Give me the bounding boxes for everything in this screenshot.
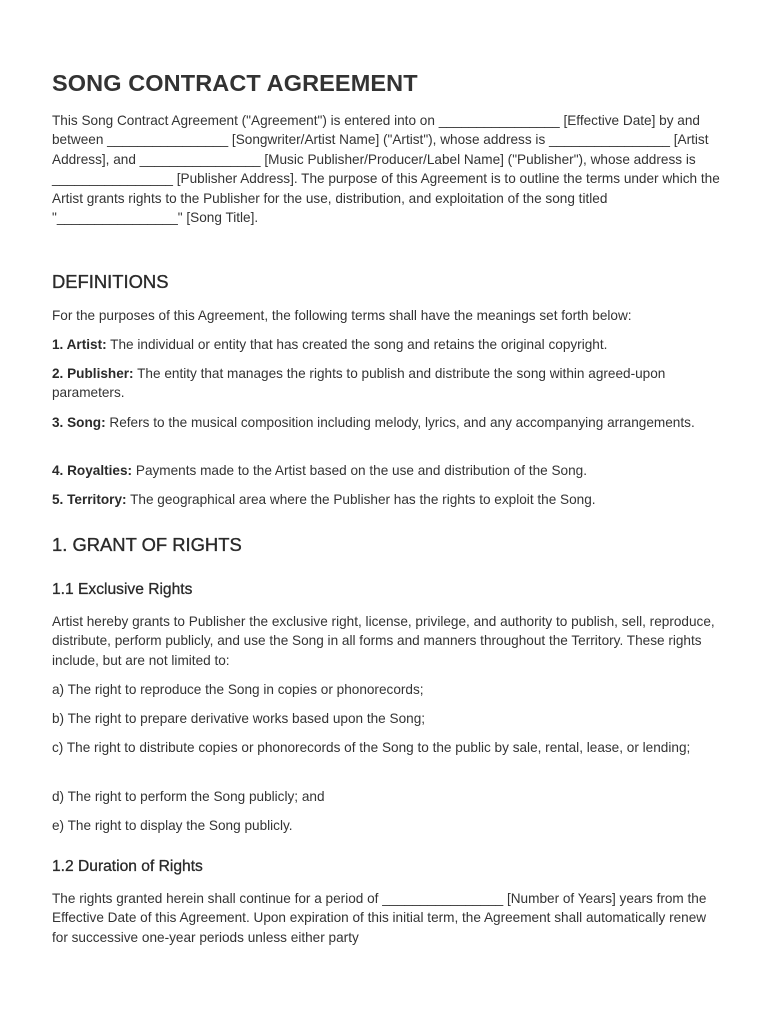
definition-term: 3. Song: [52, 415, 106, 430]
rights-list-item: e) The right to display the Song publicly. [52, 818, 293, 833]
definition-text: The geographical area where the Publisher has the rights to exploit the Song. [130, 492, 596, 507]
definition-item [52, 461, 724, 480]
duration-of-rights-heading: 1.2 Duration of Rights [52, 858, 203, 875]
definition-text: The entity that manages the rights to publish and distribute the song within agreed-upon parameters. [52, 366, 666, 401]
rights-list-item: c) The right to distribute copies or phonorecords of the Song to the public by sale, rental, lease, or lending; [52, 740, 691, 755]
document-title: SONG CONTRACT AGREEMENT [52, 70, 418, 96]
exclusive-rights-paragraph: Artist hereby grants to Publisher the exclusive right, license, privilege, and authority to publish, sell, reproduce, distribute, perform publicly, and use the Song in all forms and manners throughout the Territory. These rights include, but are not limited to: [52, 614, 715, 668]
definition-text: The individual or entity that has created the song and retains the original copyright. [110, 337, 608, 352]
definition-text: Refers to the musical composition including melody, lyrics, and any accompanying arrangements. [109, 415, 695, 430]
definition-text: Payments made to the Artist based on the use and distribution of the Song. [135, 463, 588, 478]
definition-item [52, 413, 724, 432]
intro-paragraph: This Song Contract Agreement ("Agreement") is entered into on ________________ [Effective Date] by and between ________________ [Songwriter/Artist Name] ("Artist"), whose address is ________________ [Artist Address], and ________________ [Music Publisher/Producer/Label Name] ("Publisher"), whose address is ________________ [Publisher Address]. The purpose of this Agreement is to outline the terms under which the Artist grants rights to the Publisher for the use, distribution, and exploitation of the song titled "________________" [Song Title]. [52, 113, 720, 226]
rights-list-item: d) The right to perform the Song publicly; and [52, 789, 325, 804]
exclusive-rights-heading: 1.1 Exclusive Rights [52, 581, 193, 598]
rights-list-item: b) The right to prepare derivative works based upon the Song; [52, 711, 426, 726]
duration-paragraph: The rights granted herein shall continue for a period of ________________ [Number of Years] years from the Effective Date of this Agreement. Upon expiration of this initial term, the Agreement shall automatically renew for successive one-year periods unless either party [52, 891, 707, 945]
definitions-heading: DEFINITIONS [52, 271, 169, 292]
definition-item [52, 490, 724, 509]
definition-item [52, 364, 724, 403]
definition-term: 4. Royalties: [52, 463, 133, 478]
rights-list-item: a) The right to reproduce the Song in copies or phonorecords; [52, 682, 424, 697]
grant-of-rights-heading: 1. GRANT OF RIGHTS [52, 534, 242, 555]
definition-term: 2. Publisher: [52, 366, 134, 381]
definition-term: 1. Artist: [52, 337, 107, 352]
definition-term: 5. Territory: [52, 492, 127, 507]
definition-item [52, 335, 724, 354]
definitions-lead: For the purposes of this Agreement, the following terms shall have the meanings set forth below: [52, 308, 632, 323]
